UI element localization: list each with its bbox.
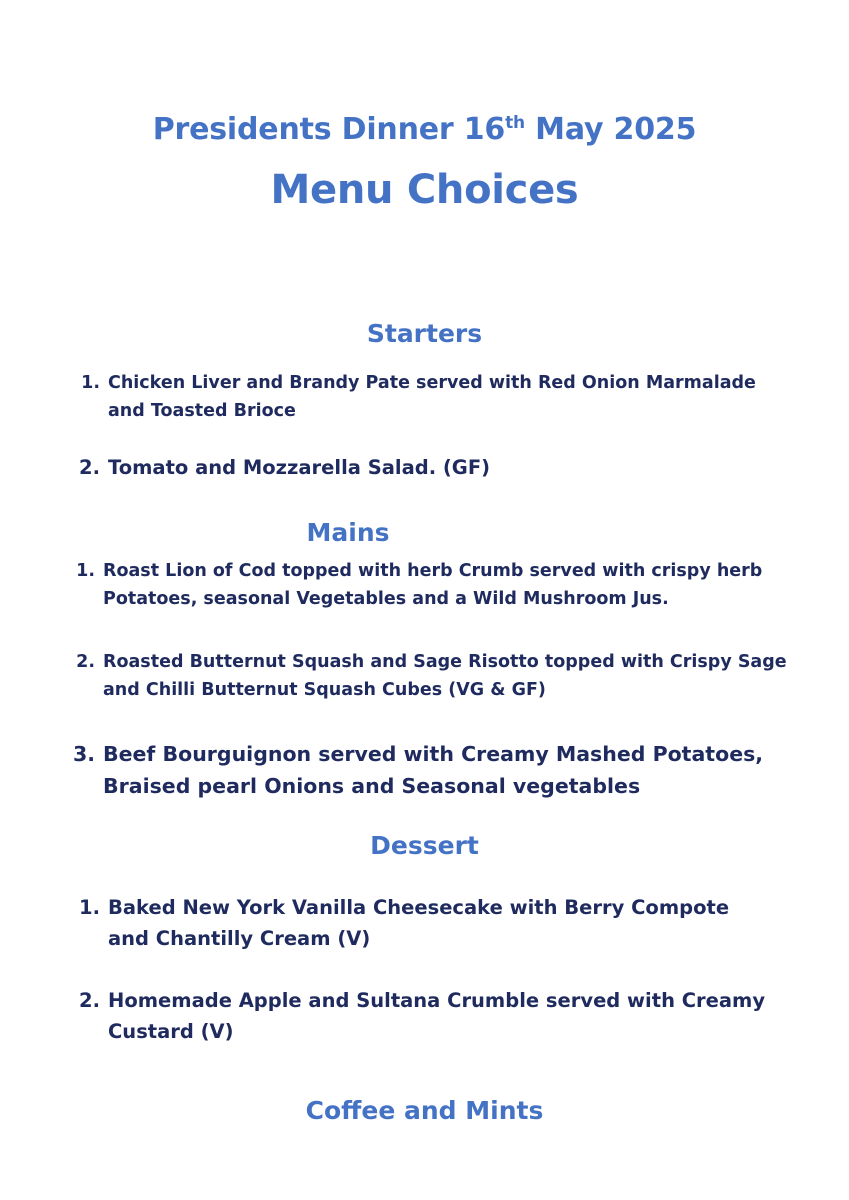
dessert-item — [78, 892, 768, 954]
item-text: Homemade Apple and Sultana Crumble served with Creamy Custard (V) — [108, 989, 766, 1043]
main-item — [73, 738, 808, 802]
item-text: Chicken Liver and Brandy Pate served with Red Onion Marmalade and Toasted Brioce — [108, 373, 756, 421]
item-text: Roasted Butternut Squash and Sage Risotto topped with Crispy Sage and Chilli Butternut Squash Cubes (VG & GF) — [103, 652, 787, 700]
mains-heading: Mains — [306, 518, 390, 547]
item-number: 3. — [73, 742, 96, 766]
starters-heading: Starters — [366, 319, 483, 348]
item-number: 1. — [76, 561, 95, 581]
main-item — [73, 648, 793, 704]
item-text: Beef Bourguignon served with Creamy Mashed Potatoes, Braised pearl Onions and Seasonal vegetables — [103, 742, 764, 798]
item-number: 1. — [79, 896, 100, 919]
starter-item — [78, 369, 798, 425]
title-ordinal-suffix: th — [505, 113, 525, 133]
item-number: 2. — [76, 652, 95, 672]
page-subtitle: Menu Choices — [270, 167, 579, 213]
item-text: Baked New York Vanilla Cheesecake with Berry Compote and Chantilly Cream (V) — [108, 896, 730, 950]
starter-item — [78, 452, 798, 483]
item-number: 1. — [81, 373, 100, 393]
item-number: 2. — [79, 456, 100, 479]
item-text: Tomato and Mozzarella Salad. (GF) — [108, 456, 491, 479]
main-item — [73, 557, 763, 613]
item-number: 2. — [79, 989, 100, 1012]
title-suffix: May 2025 — [524, 112, 697, 147]
title-prefix: Presidents Dinner 16 — [152, 112, 506, 147]
page-title — [0, 108, 849, 152]
item-text: Roast Lion of Cod topped with herb Crumb served with crispy herb Potatoes, seasonal Vegetables and a Wild Mushroom Jus. — [103, 561, 763, 609]
coffee-heading: Coffee and Mints — [305, 1096, 544, 1125]
dessert-item — [78, 985, 768, 1047]
dessert-heading: Dessert — [370, 831, 479, 860]
